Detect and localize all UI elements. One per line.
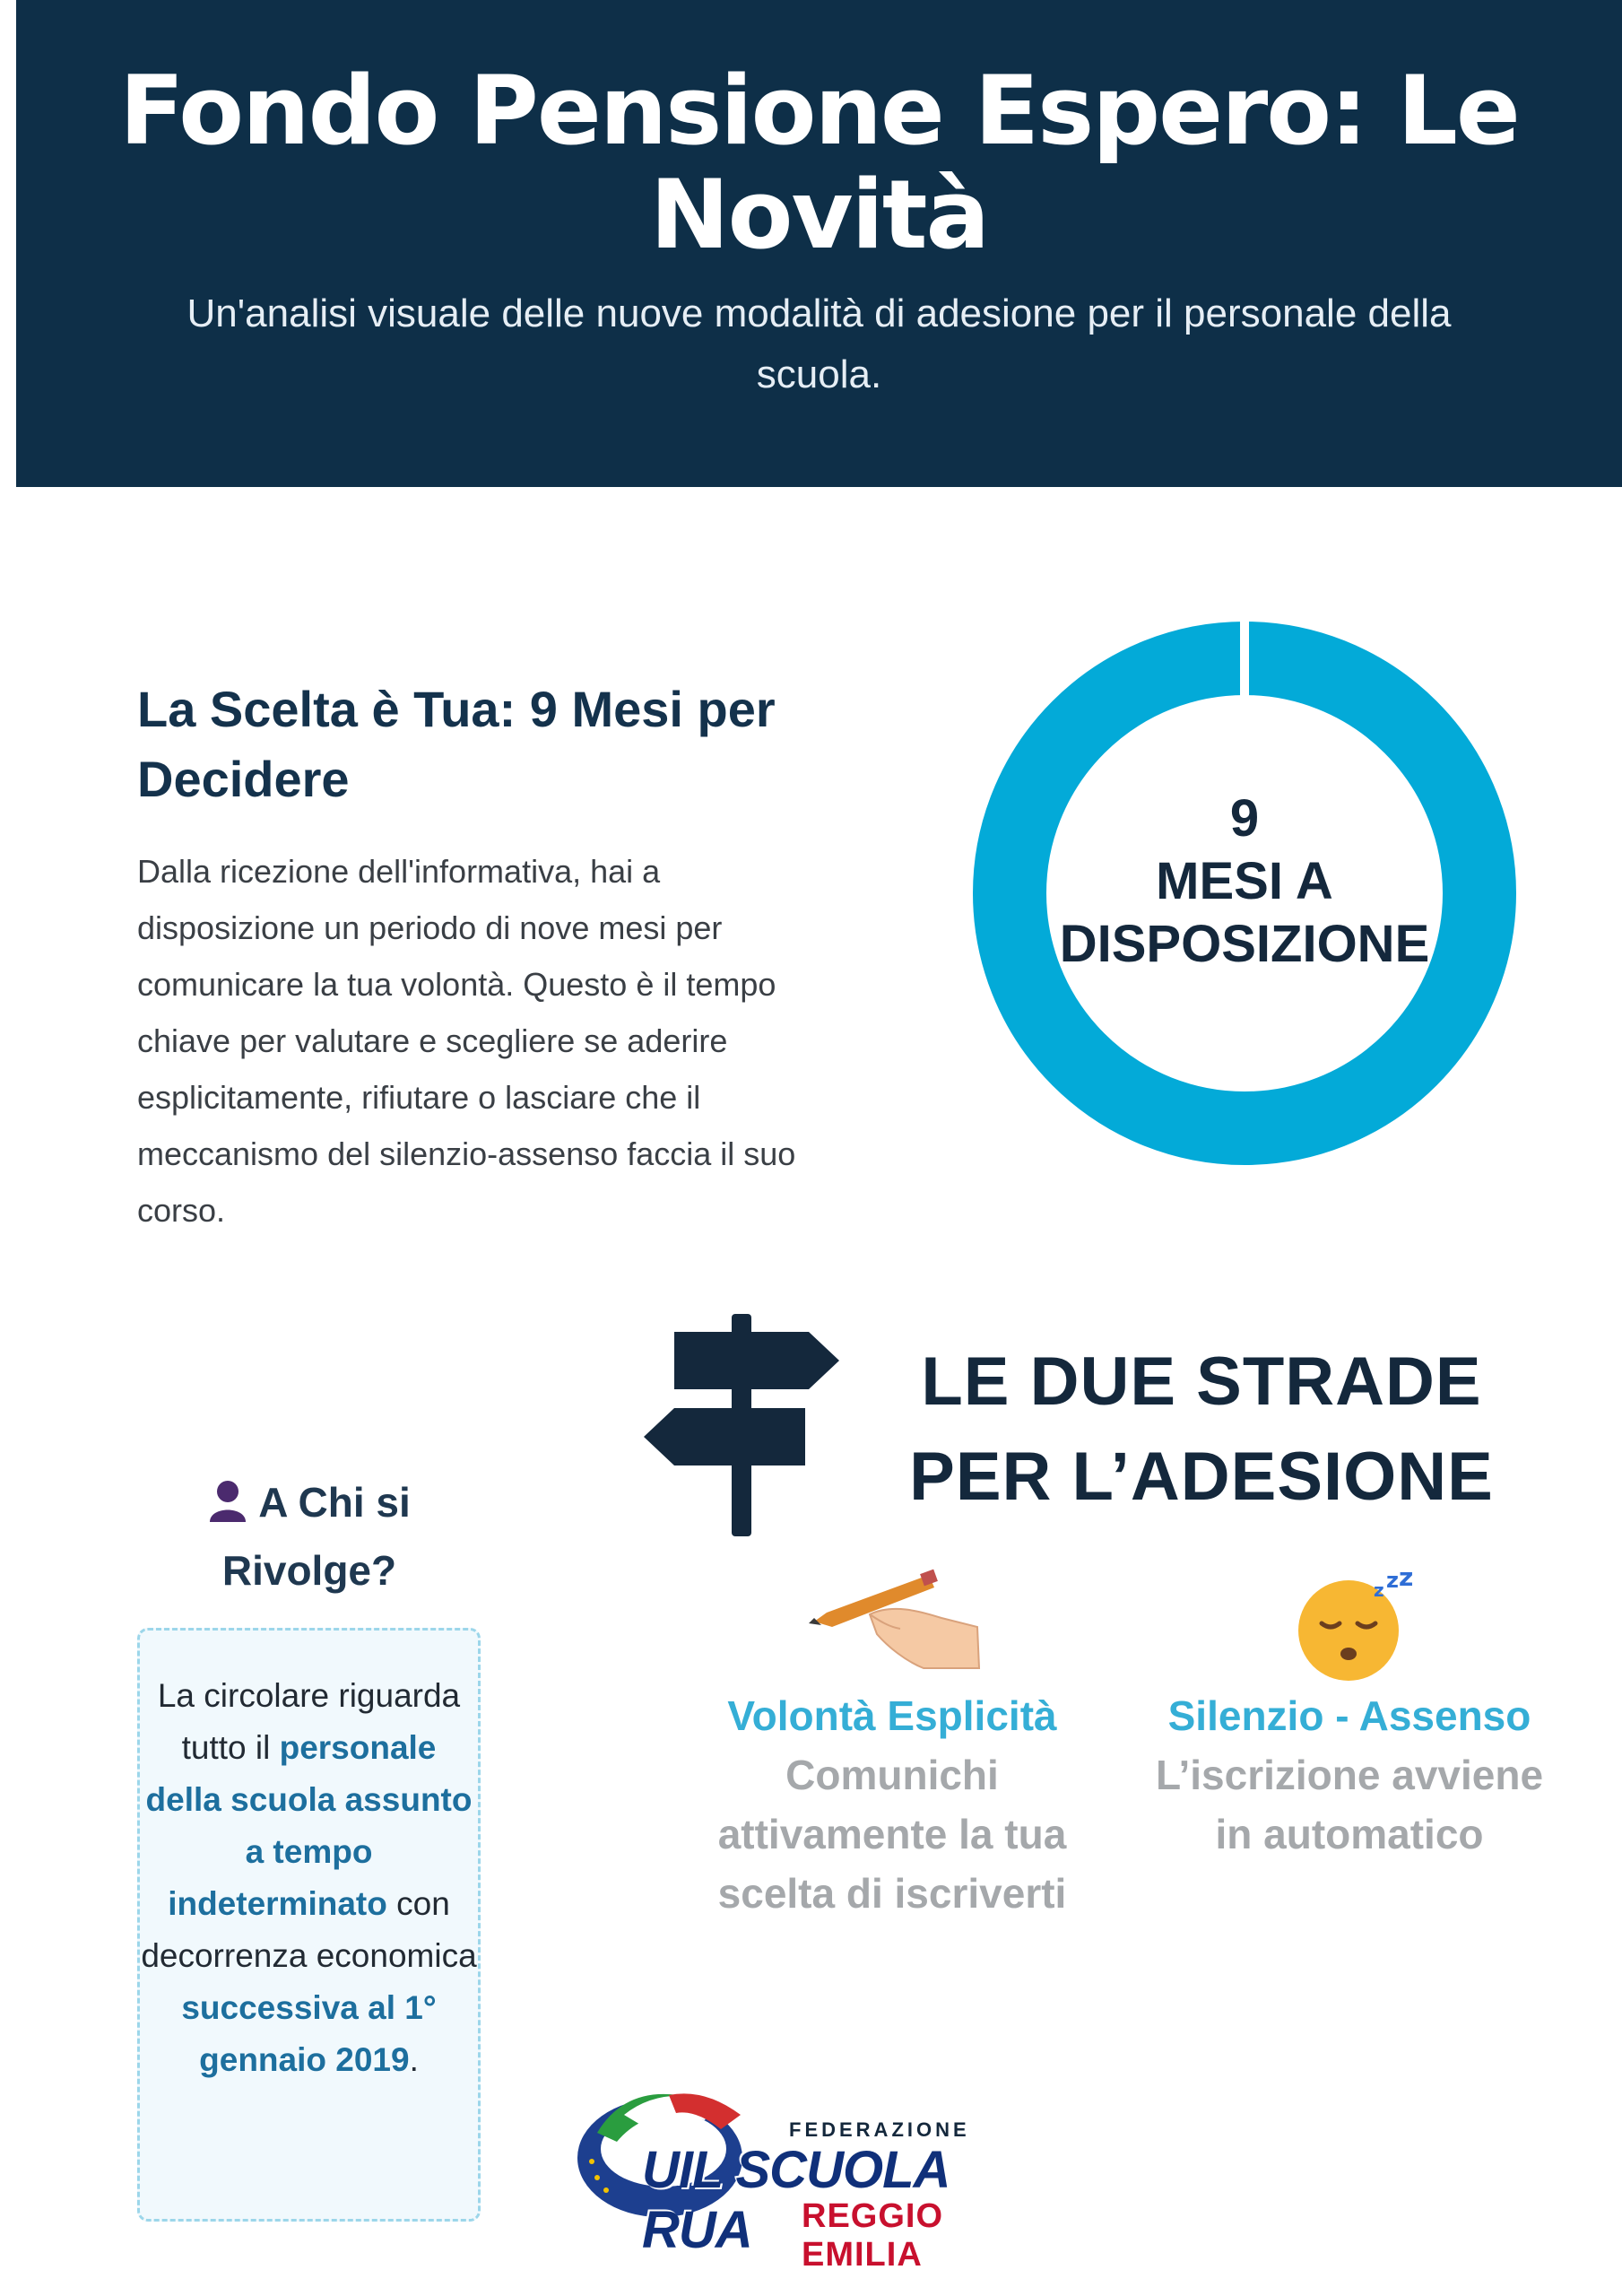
donut-center-label: [968, 787, 1521, 976]
option-explicit-title: Volontà Esplicità: [727, 1692, 1057, 1739]
signpost-icon: [638, 1305, 845, 1538]
who-highlight-staff: personale della scuola assunto a tempo indeterminato: [145, 1729, 473, 1922]
svg-text:z: z: [1374, 1579, 1384, 1601]
svg-text:z: z: [1386, 1568, 1399, 1593]
who-text-2: con decorrenza economica: [141, 1885, 477, 1974]
option-silent-title: Silenzio - Assenso: [1167, 1692, 1531, 1739]
pencil-hand-icon: [807, 1568, 986, 1675]
who-title-text: A Chi si Rivolge?: [221, 1479, 411, 1594]
who-text-1: La circolare riguarda tutto il: [157, 1677, 461, 1766]
who-heading: [161, 1471, 457, 1602]
two-roads-line-1: LE DUE STRADE: [921, 1344, 1482, 1420]
two-roads-title: [888, 1335, 1515, 1525]
uil-scuola-logo: [570, 2079, 1054, 2274]
header-banner: [16, 0, 1622, 487]
donut-number: 9: [1229, 789, 1260, 848]
months-donut: [968, 617, 1521, 1170]
option-silent-consent: [1134, 1686, 1565, 1864]
person-icon: [208, 1476, 247, 1539]
logo-name: UIL SCUOLA RUA: [642, 2141, 949, 2259]
option-explicit: [690, 1686, 1094, 1923]
donut-text: MESI A DISPOSIZIONE: [1059, 852, 1430, 973]
choice-section-body: Dalla ricezione dell'informativa, hai a disposizione un periodo di nove mesi per comunicare la tua volontà. Questo è il tempo chiave per valutare e scegliere se aderire esplicitamente, rifiutare o lasciare che il meccanismo del silenzio-assenso faccia il suo corso.: [137, 853, 796, 1229]
choice-section-title: La Scelta è Tua: 9 Mesi per Decidere: [137, 681, 776, 807]
who-info-box: [137, 1628, 481, 2222]
logo-federation: FEDERAZIONE: [789, 2118, 970, 2141]
page-subtitle: Un'analisi visuale delle nuove modalità di adesione per il personale della scuola.: [186, 291, 1452, 396]
who-highlight-date: successiva al 1° gennaio 2019: [181, 1989, 437, 2078]
logo-city: REGGIO EMILIA: [802, 2197, 944, 2274]
sleeping-face-icon: [1291, 1568, 1417, 1684]
two-roads-line-2: PER L’ADESIONE: [909, 1439, 1494, 1515]
option-silent-description: L’iscrizione avviene in automatico: [1155, 1752, 1544, 1857]
option-explicit-description: Comunichi attivamente la tua scelta di iscriverti: [717, 1752, 1067, 1917]
who-text-3: .: [409, 2041, 419, 2078]
page-title: Fondo Pensione Espero: Le Novità: [119, 56, 1519, 270]
svg-text:z: z: [1399, 1568, 1414, 1592]
